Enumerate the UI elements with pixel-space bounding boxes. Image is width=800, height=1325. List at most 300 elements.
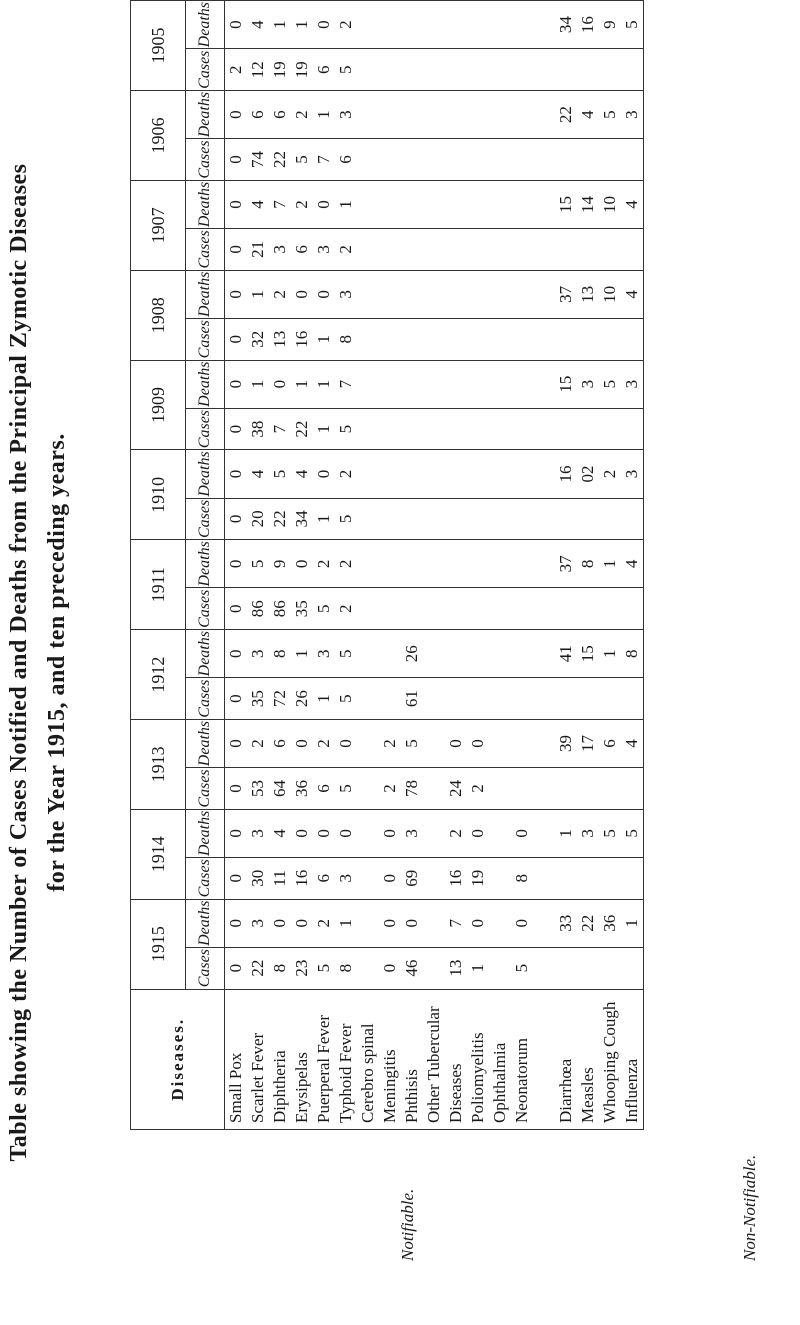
value-cell xyxy=(379,228,401,270)
value-cell xyxy=(401,180,423,228)
cases-subheader: Cases xyxy=(186,857,225,899)
value-cell xyxy=(357,360,379,408)
year-header: 1906 xyxy=(131,91,186,181)
value-cell: 0 xyxy=(313,180,335,228)
value-cell xyxy=(445,498,467,540)
value-cell xyxy=(423,720,445,768)
value-cell xyxy=(489,899,511,947)
value-cell xyxy=(401,1,423,49)
value-cell: 2 xyxy=(269,270,291,318)
value-cell: 4 xyxy=(291,450,313,498)
value-cell xyxy=(621,228,644,270)
value-cell xyxy=(489,408,511,450)
value-cell: 3 xyxy=(313,228,335,270)
value-cell: 1 xyxy=(621,899,644,947)
value-cell xyxy=(401,540,423,588)
value-cell: 2 xyxy=(313,540,335,588)
value-cell xyxy=(555,947,577,989)
value-cell: 26 xyxy=(291,678,313,720)
value-cell xyxy=(599,947,621,989)
value-cell: 37 xyxy=(555,540,577,588)
value-cell: 5 xyxy=(247,540,269,588)
year-header: 1913 xyxy=(131,720,186,810)
table-row xyxy=(621,1,644,1130)
value-cell: 3 xyxy=(335,857,357,899)
value-cell: 5 xyxy=(335,498,357,540)
value-cell xyxy=(357,228,379,270)
value-cell: 2 xyxy=(379,720,401,768)
value-cell xyxy=(467,1,489,49)
disease-name: Whooping Cough xyxy=(599,989,621,1129)
value-cell xyxy=(489,678,511,720)
value-cell xyxy=(511,408,533,450)
value-cell xyxy=(511,318,533,360)
value-cell: 4 xyxy=(621,720,644,768)
value-cell xyxy=(467,630,489,678)
value-cell: 5 xyxy=(599,91,621,139)
zymotic-table xyxy=(130,0,644,1130)
value-cell: 1 xyxy=(467,947,489,989)
disease-name: Diphtheria xyxy=(269,989,291,1129)
value-cell xyxy=(401,360,423,408)
value-cell xyxy=(511,228,533,270)
value-cell: 2 xyxy=(313,899,335,947)
value-cell xyxy=(555,408,577,450)
value-cell xyxy=(423,768,445,810)
value-cell: 16 xyxy=(291,857,313,899)
value-cell: 4 xyxy=(247,450,269,498)
value-cell xyxy=(489,498,511,540)
value-cell: 78 xyxy=(401,768,423,810)
year-header: 1915 xyxy=(131,899,186,989)
table-row xyxy=(335,1,357,1130)
table-row xyxy=(269,1,291,1130)
value-cell: 41 xyxy=(555,630,577,678)
cases-subheader: Cases xyxy=(186,228,225,270)
value-cell: 5 xyxy=(335,678,357,720)
value-cell: 36 xyxy=(599,899,621,947)
value-cell xyxy=(445,678,467,720)
value-cell xyxy=(467,49,489,91)
value-cell: 1 xyxy=(599,630,621,678)
year-header: 1910 xyxy=(131,450,186,540)
value-cell xyxy=(445,270,467,318)
value-cell: 12 xyxy=(247,49,269,91)
value-cell xyxy=(401,49,423,91)
value-cell: 16 xyxy=(577,1,599,49)
cases-subheader: Cases xyxy=(186,408,225,450)
cases-subheader: Cases xyxy=(186,49,225,91)
value-cell xyxy=(379,139,401,181)
value-cell xyxy=(489,49,511,91)
value-cell: 0 xyxy=(379,857,401,899)
value-cell xyxy=(379,498,401,540)
value-cell: 5 xyxy=(335,49,357,91)
value-cell: 16 xyxy=(445,857,467,899)
value-cell: 0 xyxy=(291,270,313,318)
value-cell: 19 xyxy=(269,49,291,91)
table-row xyxy=(291,1,313,1130)
value-cell xyxy=(511,1,533,49)
value-cell: 1 xyxy=(599,540,621,588)
value-cell: 1 xyxy=(313,678,335,720)
value-cell: 0 xyxy=(225,318,248,360)
value-cell xyxy=(357,899,379,947)
value-cell: 1 xyxy=(313,360,335,408)
value-cell xyxy=(357,809,379,857)
value-cell: 0 xyxy=(313,809,335,857)
value-cell xyxy=(357,49,379,91)
value-cell xyxy=(599,228,621,270)
disease-name: Puerperal Fever xyxy=(313,989,335,1129)
value-cell xyxy=(489,720,511,768)
value-cell xyxy=(401,228,423,270)
cases-subheader: Cases xyxy=(186,318,225,360)
value-cell: 34 xyxy=(555,1,577,49)
value-cell xyxy=(423,630,445,678)
value-cell: 2 xyxy=(379,768,401,810)
deaths-subheader: Deaths xyxy=(186,91,225,139)
value-cell xyxy=(423,408,445,450)
value-cell: 7 xyxy=(269,180,291,228)
value-cell xyxy=(357,768,379,810)
value-cell xyxy=(467,408,489,450)
table-row xyxy=(467,1,489,1130)
value-cell: 6 xyxy=(247,91,269,139)
value-cell: 13 xyxy=(577,270,599,318)
value-cell: 6 xyxy=(313,768,335,810)
disease-name: Cerebro spinal xyxy=(357,989,379,1129)
value-cell: 8 xyxy=(511,857,533,899)
value-cell: 22 xyxy=(269,139,291,181)
value-cell: 1 xyxy=(313,498,335,540)
value-cell xyxy=(489,947,511,989)
year-header: 1912 xyxy=(131,630,186,720)
value-cell: 0 xyxy=(335,809,357,857)
disease-name: Meningitis xyxy=(379,989,401,1129)
value-cell xyxy=(577,318,599,360)
value-cell xyxy=(379,318,401,360)
value-cell: 86 xyxy=(247,588,269,630)
value-cell: 0 xyxy=(225,720,248,768)
value-cell: 0 xyxy=(225,1,248,49)
value-cell xyxy=(621,49,644,91)
value-cell: 0 xyxy=(313,450,335,498)
value-cell: 0 xyxy=(511,899,533,947)
value-cell: 6 xyxy=(269,720,291,768)
value-cell: 1 xyxy=(247,360,269,408)
disease-name: Typhoid Fever xyxy=(335,989,357,1129)
value-cell: 4 xyxy=(621,270,644,318)
value-cell xyxy=(621,678,644,720)
value-cell xyxy=(489,588,511,630)
value-cell: 3 xyxy=(247,630,269,678)
value-cell: 1 xyxy=(335,899,357,947)
value-cell: 23 xyxy=(291,947,313,989)
value-cell: 0 xyxy=(225,630,248,678)
value-cell: 5 xyxy=(511,947,533,989)
table-row xyxy=(577,1,599,1130)
value-cell xyxy=(423,588,445,630)
value-cell xyxy=(599,857,621,899)
value-cell: 3 xyxy=(577,360,599,408)
group-gap xyxy=(533,1,555,1130)
value-cell: 0 xyxy=(225,450,248,498)
value-cell: 26 xyxy=(401,630,423,678)
value-cell xyxy=(489,630,511,678)
value-cell: 6 xyxy=(599,720,621,768)
value-cell: 1 xyxy=(291,630,313,678)
value-cell xyxy=(357,857,379,899)
value-cell: 0 xyxy=(225,408,248,450)
value-cell xyxy=(621,768,644,810)
value-cell xyxy=(445,180,467,228)
value-cell: 0 xyxy=(291,720,313,768)
diseases-header: Diseases. xyxy=(131,989,225,1129)
value-cell: 2 xyxy=(335,228,357,270)
value-cell: 3 xyxy=(335,270,357,318)
value-cell: 16 xyxy=(555,450,577,498)
value-cell: 3 xyxy=(335,91,357,139)
value-cell xyxy=(577,857,599,899)
value-cell xyxy=(577,768,599,810)
value-cell: 0 xyxy=(225,498,248,540)
value-cell: 0 xyxy=(401,899,423,947)
value-cell: 15 xyxy=(555,360,577,408)
value-cell: 7 xyxy=(269,408,291,450)
value-cell: 0 xyxy=(335,720,357,768)
value-cell: 35 xyxy=(247,678,269,720)
value-cell: 5 xyxy=(599,809,621,857)
value-cell: 1 xyxy=(313,408,335,450)
value-cell xyxy=(357,408,379,450)
value-cell: 5 xyxy=(291,139,313,181)
value-cell: 72 xyxy=(269,678,291,720)
value-cell: 7 xyxy=(313,139,335,181)
value-cell: 19 xyxy=(291,49,313,91)
value-cell: 33 xyxy=(555,899,577,947)
value-cell: 2 xyxy=(313,720,335,768)
value-cell: 0 xyxy=(225,809,248,857)
value-cell xyxy=(467,450,489,498)
value-cell xyxy=(423,947,445,989)
value-cell xyxy=(489,180,511,228)
value-cell xyxy=(445,360,467,408)
value-cell xyxy=(511,91,533,139)
table-row xyxy=(247,1,269,1130)
deaths-subheader: Deaths xyxy=(186,270,225,318)
value-cell xyxy=(621,318,644,360)
table-row xyxy=(313,1,335,1130)
value-cell: 30 xyxy=(247,857,269,899)
value-cell xyxy=(511,49,533,91)
value-cell: 0 xyxy=(379,899,401,947)
value-cell xyxy=(379,270,401,318)
value-cell: 2 xyxy=(445,809,467,857)
value-cell: 2 xyxy=(225,49,248,91)
value-cell xyxy=(555,228,577,270)
table-row xyxy=(489,1,511,1130)
value-cell xyxy=(621,139,644,181)
value-cell: 5 xyxy=(335,630,357,678)
value-cell xyxy=(445,450,467,498)
value-cell xyxy=(489,270,511,318)
cases-subheader: Cases xyxy=(186,947,225,989)
value-cell: 38 xyxy=(247,408,269,450)
value-cell xyxy=(357,720,379,768)
value-cell xyxy=(489,1,511,49)
value-cell xyxy=(445,318,467,360)
value-cell xyxy=(577,498,599,540)
value-cell: 0 xyxy=(225,678,248,720)
value-cell: 3 xyxy=(247,809,269,857)
value-cell xyxy=(401,588,423,630)
value-cell xyxy=(621,408,644,450)
value-cell: 22 xyxy=(555,91,577,139)
value-cell: 5 xyxy=(335,768,357,810)
value-cell: 53 xyxy=(247,768,269,810)
value-cell: 8 xyxy=(577,540,599,588)
value-cell xyxy=(511,588,533,630)
value-cell xyxy=(599,588,621,630)
value-cell: 0 xyxy=(313,1,335,49)
value-cell: 15 xyxy=(577,630,599,678)
value-cell: 22 xyxy=(247,947,269,989)
value-cell xyxy=(467,540,489,588)
value-cell: 2 xyxy=(291,180,313,228)
disease-name: Influenza xyxy=(621,989,644,1129)
value-cell xyxy=(423,857,445,899)
value-cell xyxy=(555,678,577,720)
value-cell xyxy=(489,139,511,181)
value-cell xyxy=(489,857,511,899)
table-row xyxy=(445,1,467,1130)
value-cell xyxy=(423,450,445,498)
value-cell xyxy=(555,139,577,181)
value-cell: 0 xyxy=(467,809,489,857)
value-cell: 19 xyxy=(467,857,489,899)
value-cell xyxy=(511,768,533,810)
value-cell: 3 xyxy=(313,630,335,678)
value-cell xyxy=(511,450,533,498)
value-cell: 0 xyxy=(313,270,335,318)
cases-subheader: Cases xyxy=(186,588,225,630)
value-cell: 0 xyxy=(379,809,401,857)
value-cell: 16 xyxy=(291,318,313,360)
group-label-non-notifiable: Non-Notifiable. xyxy=(740,1154,759,1261)
value-cell xyxy=(379,360,401,408)
value-cell xyxy=(489,450,511,498)
value-cell xyxy=(445,49,467,91)
value-cell xyxy=(511,180,533,228)
disease-name: Other Tubercular xyxy=(423,989,445,1129)
value-cell: 2 xyxy=(291,91,313,139)
value-cell: 11 xyxy=(269,857,291,899)
cases-subheader: Cases xyxy=(186,678,225,720)
value-cell xyxy=(357,588,379,630)
value-cell xyxy=(511,139,533,181)
value-cell xyxy=(577,947,599,989)
value-cell: 13 xyxy=(445,947,467,989)
value-cell: 8 xyxy=(335,947,357,989)
value-cell: 0 xyxy=(225,91,248,139)
value-cell: 5 xyxy=(599,360,621,408)
value-cell xyxy=(379,180,401,228)
value-cell: 22 xyxy=(269,498,291,540)
value-cell: 1 xyxy=(313,91,335,139)
year-header: 1911 xyxy=(131,540,186,630)
value-cell: 2 xyxy=(599,450,621,498)
value-cell: 6 xyxy=(291,228,313,270)
cases-subheader: Cases xyxy=(186,498,225,540)
disease-name: Phthisis xyxy=(401,989,423,1129)
value-cell xyxy=(555,318,577,360)
value-cell xyxy=(401,139,423,181)
value-cell: 6 xyxy=(335,139,357,181)
value-cell xyxy=(489,228,511,270)
value-cell: 24 xyxy=(445,768,467,810)
value-cell xyxy=(379,540,401,588)
value-cell: 1 xyxy=(269,1,291,49)
value-cell: 37 xyxy=(555,270,577,318)
value-cell xyxy=(555,857,577,899)
value-cell xyxy=(467,498,489,540)
table-row xyxy=(379,1,401,1130)
value-cell: 5 xyxy=(401,720,423,768)
value-cell: 3 xyxy=(621,450,644,498)
value-cell xyxy=(379,588,401,630)
value-cell xyxy=(423,270,445,318)
value-cell: 2 xyxy=(335,1,357,49)
value-cell xyxy=(445,408,467,450)
value-cell xyxy=(577,49,599,91)
value-cell xyxy=(423,1,445,49)
value-cell: 21 xyxy=(247,228,269,270)
table-row xyxy=(511,1,533,1130)
value-cell xyxy=(423,498,445,540)
value-cell: 20 xyxy=(247,498,269,540)
value-cell: 1 xyxy=(291,1,313,49)
value-cell: 4 xyxy=(621,180,644,228)
value-cell xyxy=(357,180,379,228)
value-cell xyxy=(511,678,533,720)
value-cell: 2 xyxy=(467,768,489,810)
value-cell: 3 xyxy=(621,91,644,139)
value-cell xyxy=(577,408,599,450)
value-cell: 4 xyxy=(247,1,269,49)
deaths-subheader: Deaths xyxy=(186,450,225,498)
deaths-subheader: Deaths xyxy=(186,360,225,408)
value-cell xyxy=(423,540,445,588)
value-cell xyxy=(357,630,379,678)
value-cell xyxy=(357,678,379,720)
disease-name: Small Pox xyxy=(225,989,248,1129)
value-cell: 1 xyxy=(313,318,335,360)
value-cell: 22 xyxy=(577,899,599,947)
value-cell xyxy=(357,1,379,49)
disease-name: Diarrhœa xyxy=(555,989,577,1129)
value-cell xyxy=(467,139,489,181)
value-cell xyxy=(511,720,533,768)
value-cell: 0 xyxy=(225,228,248,270)
value-cell xyxy=(621,498,644,540)
value-cell: 9 xyxy=(599,1,621,49)
value-cell xyxy=(357,450,379,498)
value-cell xyxy=(577,588,599,630)
value-cell: 1 xyxy=(335,180,357,228)
value-cell: 22 xyxy=(291,408,313,450)
deaths-subheader: Deaths xyxy=(186,180,225,228)
